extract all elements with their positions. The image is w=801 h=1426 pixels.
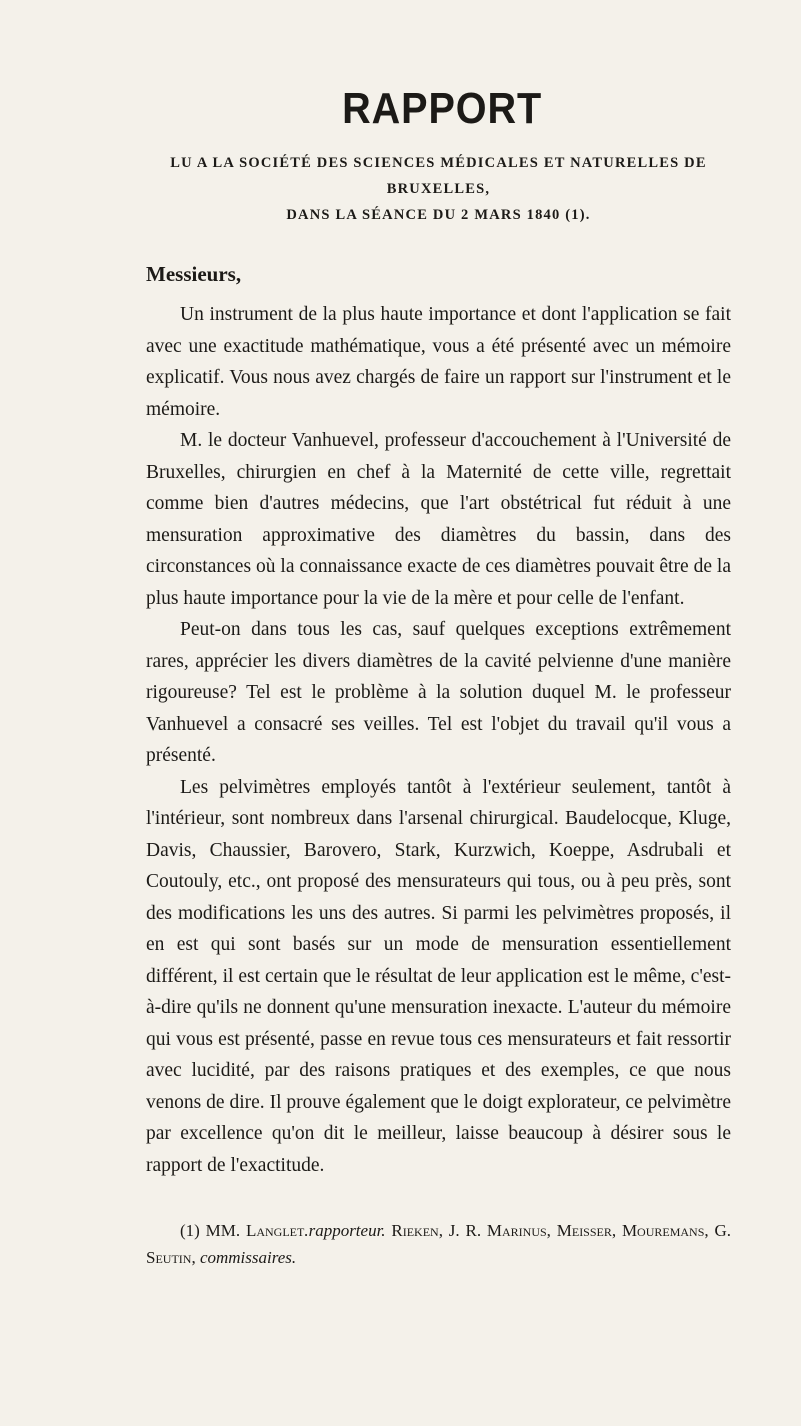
document-title: RAPPORT [342, 84, 543, 133]
paragraph-3: Peut-on dans tous les cas, sauf quelques exceptions extrêmement rares, apprécier les divers diamètres de la cavité pelvienne d'une manière rigoureuse? Tel est le problème à la solution duquel M. le professeur Vanhuevel a consacré ses veilles. Tel est l'objet du travail qu'il vous a présenté. [146, 619, 731, 766]
paragraph-1: Un instrument de la plus haute importance et dont l'application se fait avec une exactitude mathématique, vous a été présenté avec un mémoire explicatif. Vous nous avez chargés de faire un rapport sur l'instrument et le mémoire. [146, 304, 731, 420]
subtitle-line-1: LU A LA SOCIÉTÉ DES SCIENCES MÉDICALES ET NATURELLES DE BRUXELLES, [170, 155, 707, 197]
report-body [146, 299, 731, 1181]
footnote [146, 1217, 731, 1271]
commissioners-names: Rieken, J. R. Marinus, Meisser, Mouremans, G. Seutin, [146, 1221, 731, 1267]
paragraph-4: Les pelvimètres employés tantôt à l'extérieur seulement, tantôt à l'intérieur, sont nombreux dans l'arsenal chirurgical. Baudelocque, Kluge, Davis, Chaussier, Barovero, Stark, Kurzwich, Koeppe, Asdrubali et Coutouly, etc., ont proposé des mensurateurs qui tous, ou à peu près, sont des modifications les uns des autres. Si parmi les pelvimètres proposés, il en est qui sont basés sur un mode de mensuration essentiellement différent, il est certain que le résultat de leur application est le même, c'est-à-dire qu'ils ne donnent qu'une mensuration inexacte. L'auteur du mémoire qui vous est présenté, passe en revue tous ces mensurateurs et fait ressortir avec lucidité, par des raisons pratiques et des exemples, ce que nous venons de dire. Il prouve également que le doigt explorateur, ce pelvimètre par excellence qu'on dit le meilleur, laisse beaucoup à désirer sous le rapport de l'exactitude. [146, 776, 731, 1176]
salutation: Messieurs, [146, 262, 242, 286]
footnote-marker: (1) MM. [180, 1221, 241, 1240]
commissioners-role: commissaires. [199, 1248, 297, 1267]
rapporteur-name: Langlet [245, 1221, 305, 1240]
rapporteur-role: .rapporteur. [304, 1221, 386, 1240]
document-subtitle [146, 150, 731, 228]
subtitle-line-2: DANS LA SÉANCE DU 2 MARS 1840 (1). [286, 207, 591, 223]
paragraph-2: M. le docteur Vanhuevel, professeur d'accouchement à l'Université de Bruxelles, chirurgien en chef à la Maternité de cette ville, regrettait comme bien d'autres médecins, que l'art obstétrical fut réduit à une mensuration approximative des diamètres du bassin, dans des circonstances où la connaissance exacte de ces diamètres pouvait être de la plus haute importance pour la vie de la mère et pour celle de l'enfant. [146, 430, 731, 609]
